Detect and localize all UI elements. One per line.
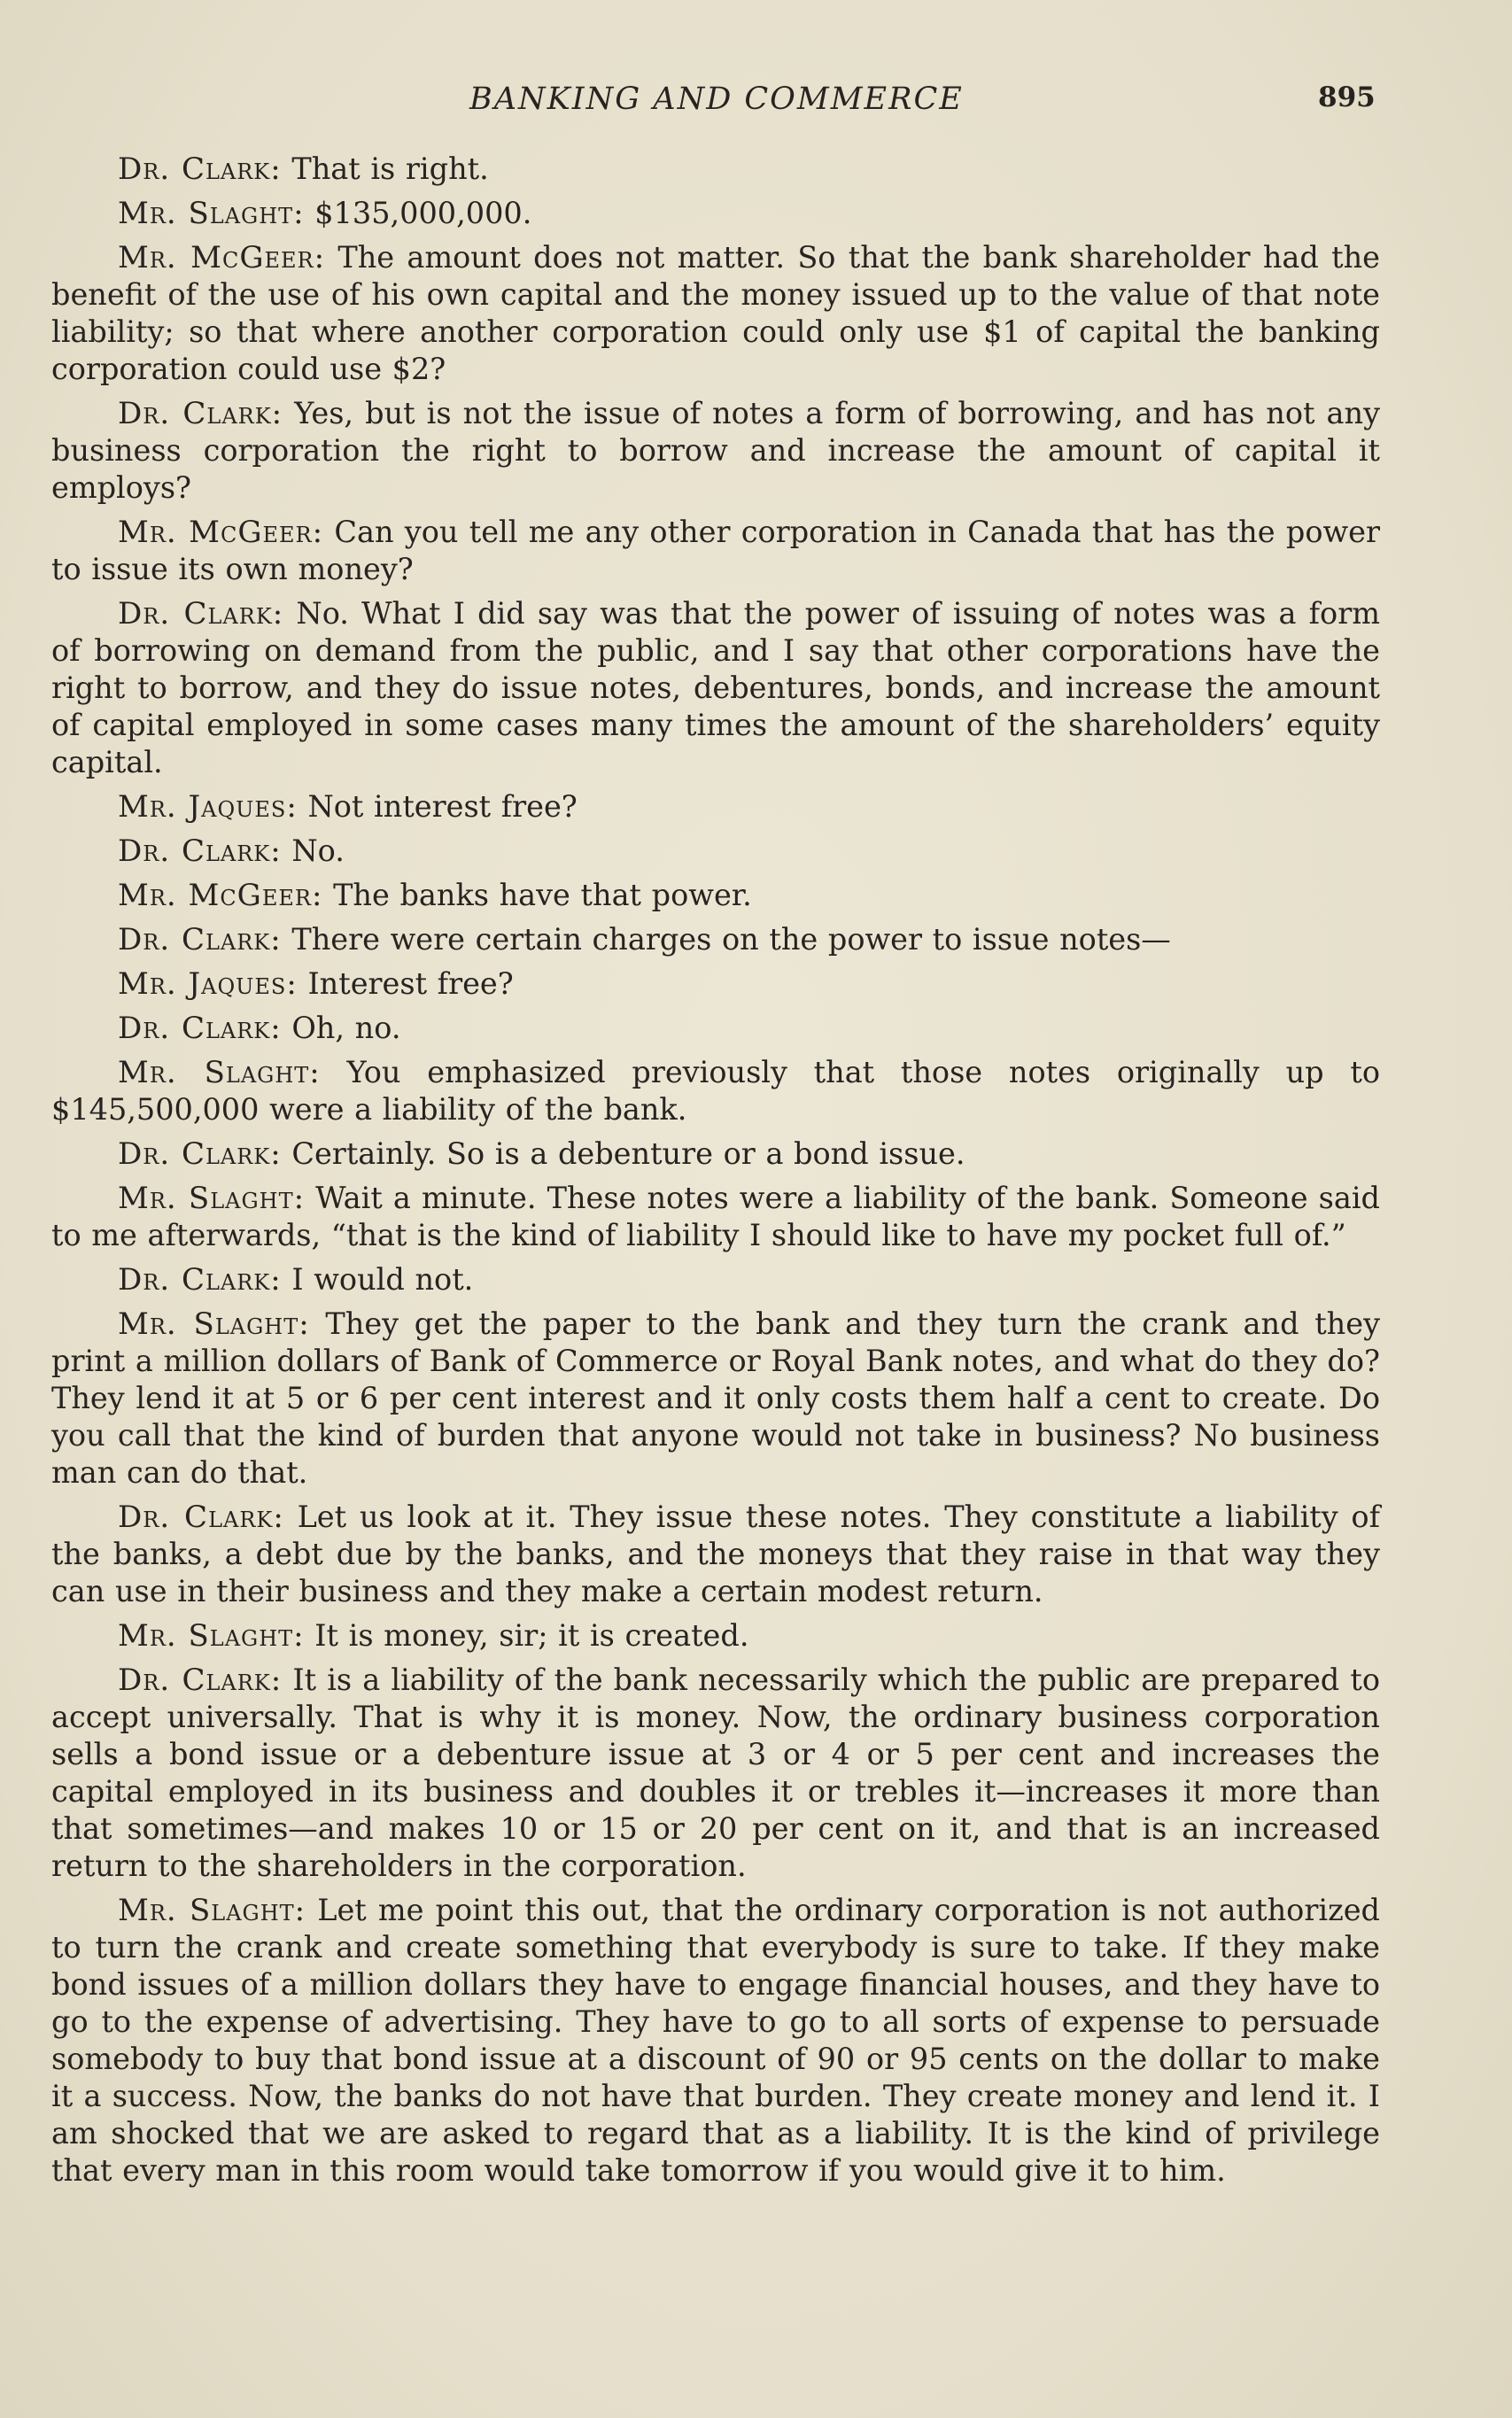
speaker-name: Mr. Jaques: xyxy=(118,789,298,825)
body-text xyxy=(51,151,1380,2197)
running-head: BANKING AND COMMERCE xyxy=(469,81,964,117)
paragraph-text: There were certain charges on the power to issue notes— xyxy=(291,922,1171,957)
speaker-name: Mr. Slaght: xyxy=(118,1181,306,1216)
speaker-name: Dr. Clark: xyxy=(118,1662,283,1698)
paragraph xyxy=(51,1617,1380,1655)
paragraph xyxy=(51,195,1380,232)
paragraph-text: $135,000,000. xyxy=(314,196,532,230)
paragraph-text: Can you tell me any other corporation in Canada that has the power to issue its own money? xyxy=(51,515,1381,586)
paragraph-text: They get the paper to the bank and they turn the crank and they print a million dollars of Bank of Commerce or Royal Bank notes, and what do they do? They lend it at 5 or 6 per cent interest and it only costs them half a cent to create. Do you call that the kind of burden that anyone would not take in business? No business man can do that. xyxy=(51,1306,1381,1490)
speaker-name: Dr. Clark: xyxy=(118,1011,282,1046)
paragraph-text: Let me point this out, that the ordinary corporation is not authorized to turn the crank and create something that everybody is sure to take. If they make bond issues of a million dollars they have to engage financial houses, and they have to go to the expense of advertising. They have to go to all sorts of expense to persuade somebody to buy that bond issue at a discount of 90 or 95 cents on the dollar to make it a success. Now, the banks do not have that burden. They create money and lend it. I am shocked that we are asked to regard that as a liability. It is the kind of privilege that every man in this room would take tomorrow if you would give it to him. xyxy=(51,1893,1380,2188)
speaker-name: Mr. Slaght: xyxy=(118,1055,321,1090)
paragraph xyxy=(51,1261,1380,1298)
paragraph-text: It is money, sir; it is created. xyxy=(314,1618,749,1653)
paragraph-text: Wait a minute. These notes were a liability of the bank. Someone said to me afterwards, “that is the kind of liability I should like to have my pocket full of.” xyxy=(51,1181,1381,1252)
paragraph-text: Yes, but is not the issue of notes a form of borrowing, and has not any business corporation the right to borrow and increase the amount of capital it employs? xyxy=(51,396,1380,505)
speaker-name: Mr. Slaght: xyxy=(118,1618,305,1654)
paragraph-text: Oh, no. xyxy=(291,1011,401,1045)
paragraph xyxy=(51,1135,1380,1173)
paragraph xyxy=(51,833,1380,870)
paragraph xyxy=(51,595,1380,781)
paragraph xyxy=(51,921,1380,958)
paragraph xyxy=(51,1662,1380,1885)
paragraph-text: Not interest free? xyxy=(307,789,578,824)
paragraph-text: Certainly. So is a debenture or a bond issue. xyxy=(291,1136,965,1171)
speaker-name: Mr. McGeer: xyxy=(118,515,324,550)
paragraph-text: You emphasized previously that those notes originally up to $145,500,000 were a liability of the bank. xyxy=(51,1055,1380,1127)
speaker-name: Dr. Clark: xyxy=(118,833,282,869)
paragraph xyxy=(51,1306,1380,1492)
speaker-name: Dr. Clark: xyxy=(118,1262,282,1298)
paragraph xyxy=(51,1499,1380,1610)
page-header xyxy=(0,81,1512,126)
speaker-name: Dr. Clark: xyxy=(118,596,284,632)
paragraph xyxy=(51,395,1380,507)
paragraph-text: No. xyxy=(291,833,345,868)
speaker-name: Dr. Clark: xyxy=(118,1136,282,1172)
paragraph xyxy=(51,965,1380,1003)
paragraph-text: The banks have that power. xyxy=(333,878,752,912)
paragraph xyxy=(51,877,1380,914)
speaker-name: Mr. Slaght: xyxy=(118,1893,306,1928)
speaker-name: Mr. McGeer: xyxy=(118,878,323,913)
speaker-name: Mr. Slaght: xyxy=(118,196,305,231)
paragraph xyxy=(51,514,1380,588)
paragraph xyxy=(51,1892,1380,2189)
speaker-name: Dr. Clark: xyxy=(118,151,282,187)
paragraph xyxy=(51,788,1380,825)
paragraph-text: Let us look at it. They issue these notes. They constitute a liability of the banks, a debt due by the banks, and the moneys that they raise in that way they can use in their business and they make a certain modest return. xyxy=(51,1500,1380,1608)
paragraph xyxy=(51,239,1380,388)
paragraph-text: No. What I did say was that the power of issuing of notes was a form of borrowing on demand from the public, and I say that other corporations have the right to borrow, and they do issue notes, debentures, bonds, and increase the amount of capital employed in some cases many times the amount of the shareholders’ equity capital. xyxy=(51,596,1380,779)
speaker-name: Dr. Clark: xyxy=(118,1500,284,1535)
paragraph xyxy=(51,1054,1380,1128)
page-number: 895 xyxy=(1318,81,1376,113)
speaker-name: Mr. Slaght: xyxy=(118,1306,310,1342)
paragraph-text: That is right. xyxy=(291,151,489,186)
speaker-name: Mr. McGeer: xyxy=(118,240,326,275)
paragraph-text: The amount does not matter. So that the bank shareholder had the benefit of the use of his own capital and the money issued up to the value of that note liability; so that where another corporation could only use $1 of capital the banking corporation could use $2? xyxy=(51,240,1380,386)
speaker-name: Dr. Clark: xyxy=(118,922,282,957)
paragraph xyxy=(51,1180,1380,1254)
paragraph xyxy=(51,151,1380,188)
paragraph-text: I would not. xyxy=(291,1262,474,1297)
speaker-name: Mr. Jaques: xyxy=(118,966,298,1002)
paragraph xyxy=(51,1010,1380,1047)
paragraph-text: Interest free? xyxy=(307,966,514,1001)
speaker-name: Dr. Clark: xyxy=(118,396,283,431)
paragraph-text: It is a liability of the bank necessarily which the public are prepared to accept universally. That is why it is money. Now, the ordinary business corporation sells a bond issue or a debenture issue at 3 or 4 or 5 per cent and increases the capital employed in its business and doubles it or trebles it—increases it more than that sometimes—and makes 10 or 15 or 20 per cent on it, and that is an increased return to the shareholders in the corporation. xyxy=(51,1662,1381,1883)
